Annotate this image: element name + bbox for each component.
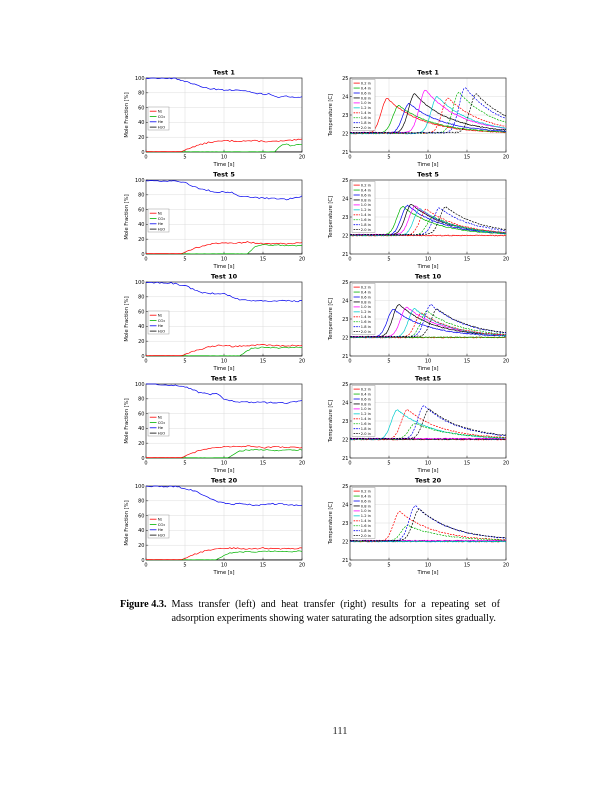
legend-label: CO₂ (157, 317, 166, 323)
legend-label: He (157, 221, 164, 227)
y-tick-label: 21 (342, 353, 349, 360)
y-tick-label: 25 (342, 483, 349, 490)
y-tick-label: 20 (138, 339, 145, 345)
y-tick-label: 60 (138, 309, 145, 316)
y-tick-label: 25 (342, 177, 349, 184)
y-tick-label: 25 (342, 279, 349, 286)
y-tick-label: 100 (134, 381, 145, 388)
x-tick-label: 5 (183, 154, 187, 161)
x-tick-label: 0 (348, 460, 352, 467)
y-tick-label: 100 (134, 177, 145, 184)
legend-label: 1.8 in (360, 121, 371, 125)
x-tick-label: 10 (424, 358, 432, 365)
y-tick-label: 80 (138, 90, 145, 97)
y-tick-label: 21 (342, 557, 349, 564)
legend-label: 2.0 in (360, 125, 371, 130)
x-tick-label: 20 (502, 256, 510, 263)
legend-label: H₂O (157, 430, 166, 436)
x-tick-label: 15 (463, 358, 471, 365)
plot-title: Test 1 (213, 68, 235, 77)
legend-label: 0.6 in (360, 295, 371, 300)
legend-label: 0.2 in (360, 489, 371, 494)
legend-label: 0.4 in (360, 86, 371, 91)
plot-mass-test-15 (122, 372, 306, 474)
legend-label: 1.4 in (360, 417, 371, 422)
x-tick-label: 0 (348, 256, 352, 263)
y-axis-label: Mole Fraction [%] (124, 296, 130, 342)
x-tick-label: 15 (259, 460, 267, 467)
legend-label: 0.2 in (360, 285, 371, 290)
y-tick-label: 20 (138, 543, 145, 549)
y-tick-label: 60 (138, 411, 145, 418)
x-tick-label: 10 (424, 460, 432, 467)
y-tick-label: 21 (342, 455, 349, 462)
plot-title: Test 5 (417, 170, 439, 179)
plot-title: Test 1 (417, 68, 439, 77)
y-tick-label: 0 (141, 149, 145, 156)
plot-mass-test-5 (122, 168, 306, 270)
legend-label: 0.4 in (360, 392, 371, 397)
x-axis-label: Time [s] (213, 264, 235, 270)
y-axis-label: Mole Fraction [%] (124, 500, 130, 546)
legend-label: 0.2 in (360, 387, 371, 392)
y-tick-label: 23 (342, 418, 349, 425)
legend-label: H₂O (157, 226, 166, 232)
legend-label: 2.0 in (360, 227, 371, 232)
plot-title: Test 5 (213, 170, 235, 179)
legend-label: 2.0 in (360, 431, 371, 436)
y-tick-label: 22 (342, 437, 349, 444)
legend-label: 0.6 in (360, 499, 371, 504)
y-axis-label: Temperature [C] (328, 93, 334, 137)
legend-label: CO₂ (157, 113, 166, 119)
x-axis-label: Time [s] (417, 570, 439, 576)
plot-heat-test-10 (326, 270, 510, 372)
legend-label: H₂O (157, 328, 166, 334)
legend-label: 1.4 in (360, 519, 371, 524)
figure-row (122, 168, 510, 270)
y-tick-label: 40 (138, 222, 145, 229)
legend-label: 1.2 in (360, 106, 371, 111)
legend-label: CO₂ (157, 419, 166, 425)
legend-label: 0.2 in (360, 81, 371, 86)
x-tick-label: 15 (463, 562, 471, 569)
y-tick-label: 22 (342, 233, 349, 240)
plot-heat-test-1 (326, 66, 510, 168)
x-tick-label: 20 (298, 460, 306, 467)
y-axis-label: Temperature [C] (328, 399, 334, 443)
y-tick-label: 24 (342, 196, 349, 203)
legend-label: 0.6 in (360, 397, 371, 402)
legend-label: He (157, 527, 164, 533)
x-tick-label: 20 (502, 154, 510, 161)
x-axis-label: Time [s] (213, 570, 235, 576)
x-tick-label: 20 (298, 256, 306, 263)
x-axis-label: Time [s] (213, 366, 235, 372)
legend-label: 0.8 in (360, 402, 371, 407)
legend-label: 0.4 in (360, 494, 371, 499)
plot-mass-test-20 (122, 474, 306, 576)
x-tick-label: 10 (424, 256, 432, 263)
x-tick-label: 5 (183, 562, 187, 569)
legend-label: 1.4 in (360, 111, 371, 116)
legend-label: 0.8 in (360, 96, 371, 101)
x-tick-label: 0 (144, 562, 148, 569)
x-tick-label: 5 (387, 562, 391, 569)
legend-label: 1.6 in (360, 422, 371, 427)
figure-caption-label: Figure 4.3. (120, 599, 167, 610)
legend-label: 1.4 in (360, 315, 371, 320)
legend-label: 0.6 in (360, 193, 371, 198)
x-tick-label: 10 (220, 358, 228, 365)
x-tick-label: 20 (298, 358, 306, 365)
y-tick-label: 0 (141, 557, 145, 564)
x-axis-label: Time [s] (213, 162, 235, 168)
y-tick-label: 0 (141, 251, 145, 258)
figure-row (122, 372, 510, 474)
legend-label: 0.6 in (360, 91, 371, 96)
legend-label: 1.2 in (360, 310, 371, 315)
y-axis-label: Mole Fraction [%] (124, 92, 130, 138)
y-axis-label: Temperature [C] (328, 195, 334, 239)
y-tick-label: 40 (138, 426, 145, 433)
legend-label: 0.4 in (360, 290, 371, 295)
legend-label: 1.8 in (360, 223, 371, 227)
legend-label: 1.6 in (360, 218, 371, 223)
y-tick-label: 23 (342, 112, 349, 119)
y-tick-label: 24 (342, 94, 349, 101)
legend-label: 1.8 in (360, 325, 371, 329)
x-axis-label: Time [s] (417, 162, 439, 168)
y-tick-label: 40 (138, 120, 145, 127)
y-tick-label: 80 (138, 498, 145, 505)
figure-row (122, 66, 510, 168)
y-tick-label: 21 (342, 149, 349, 156)
x-tick-label: 15 (259, 154, 267, 161)
y-tick-label: 24 (342, 502, 349, 509)
page-number: 111 (332, 726, 348, 737)
legend-label: N₂ (157, 108, 163, 114)
x-tick-label: 15 (463, 460, 471, 467)
x-tick-label: 0 (144, 460, 148, 467)
plot-heat-test-5 (326, 168, 510, 270)
legend-label: He (157, 119, 164, 125)
legend-label: H₂O (157, 532, 166, 538)
y-tick-label: 23 (342, 316, 349, 323)
figure-row (122, 270, 510, 372)
y-tick-label: 23 (342, 214, 349, 221)
x-tick-label: 5 (183, 256, 187, 263)
legend-label: He (157, 323, 164, 329)
y-tick-label: 25 (342, 75, 349, 82)
legend-label: 1.2 in (360, 412, 371, 417)
x-tick-label: 20 (502, 562, 510, 569)
x-tick-label: 20 (298, 154, 306, 161)
figure-caption-text: Mass transfer (left) and heat transfer (right) results for a repeating set of adsorption experiments showing water saturating the adsorption sites gradually. (171, 599, 500, 625)
y-tick-label: 40 (138, 324, 145, 331)
x-axis-label: Time [s] (417, 264, 439, 270)
plot-title: Test 20 (414, 476, 442, 485)
x-tick-label: 0 (144, 358, 148, 365)
legend-label: 1.2 in (360, 208, 371, 213)
x-tick-label: 10 (220, 154, 228, 161)
legend-label: H₂O (157, 124, 166, 130)
y-tick-label: 60 (138, 105, 145, 112)
y-tick-label: 80 (138, 396, 145, 403)
x-tick-label: 10 (220, 460, 228, 467)
plot-heat-test-15 (326, 372, 510, 474)
plot-title: Test 10 (210, 272, 238, 281)
legend-label: 0.8 in (360, 504, 371, 509)
plot-title: Test 20 (210, 476, 238, 485)
legend-label: 1.6 in (360, 320, 371, 325)
x-tick-label: 10 (424, 154, 432, 161)
legend-label: 1.0 in (360, 509, 371, 514)
legend-label: 2.0 in (360, 533, 371, 538)
legend-label: 1.6 in (360, 116, 371, 121)
x-tick-label: 15 (259, 256, 267, 263)
legend-label: 1.6 in (360, 524, 371, 529)
legend-label: CO₂ (157, 521, 166, 527)
y-axis-label: Temperature [C] (328, 297, 334, 341)
legend-label: 1.0 in (360, 305, 371, 310)
y-tick-label: 0 (141, 353, 145, 360)
legend-label: 0.8 in (360, 198, 371, 203)
legend-label: 0.4 in (360, 188, 371, 193)
y-axis-label: Mole Fraction [%] (124, 398, 130, 444)
x-tick-label: 20 (502, 358, 510, 365)
plot-title: Test 10 (414, 272, 442, 281)
legend-label: 2.0 in (360, 329, 371, 334)
legend-label: N₂ (157, 414, 163, 420)
plot-title: Test 15 (210, 374, 238, 383)
x-tick-label: 0 (144, 256, 148, 263)
x-tick-label: 15 (259, 562, 267, 569)
legend-label: 1.0 in (360, 101, 371, 106)
legend-label: N₂ (157, 516, 163, 522)
x-tick-label: 0 (144, 154, 148, 161)
y-tick-label: 22 (342, 335, 349, 342)
x-tick-label: 5 (387, 460, 391, 467)
y-tick-label: 24 (342, 298, 349, 305)
plot-heat-test-20 (326, 474, 510, 576)
legend-label: 1.2 in (360, 514, 371, 519)
x-tick-label: 5 (387, 154, 391, 161)
y-tick-label: 80 (138, 294, 145, 301)
x-tick-label: 20 (502, 460, 510, 467)
legend-label: He (157, 425, 164, 431)
y-tick-label: 60 (138, 513, 145, 520)
x-tick-label: 20 (298, 562, 306, 569)
plot-mass-test-1 (122, 66, 306, 168)
x-axis-label: Time [s] (417, 468, 439, 474)
legend-label: N₂ (157, 210, 163, 216)
x-tick-label: 0 (348, 358, 352, 365)
legend-label: 0.8 in (360, 300, 371, 305)
y-tick-label: 80 (138, 192, 145, 199)
x-axis-label: Time [s] (213, 468, 235, 474)
figure-caption (120, 598, 500, 626)
y-tick-label: 21 (342, 251, 349, 258)
y-tick-label: 20 (138, 237, 145, 243)
y-tick-label: 22 (342, 539, 349, 546)
figure-4-3-plots (122, 66, 510, 576)
x-tick-label: 5 (387, 256, 391, 263)
legend-label: 1.4 in (360, 213, 371, 218)
y-axis-label: Mole Fraction [%] (124, 194, 130, 240)
legend-label: 1.0 in (360, 407, 371, 412)
y-tick-label: 20 (138, 135, 145, 141)
plot-title: Test 15 (414, 374, 442, 383)
x-tick-label: 5 (183, 460, 187, 467)
y-tick-label: 100 (134, 483, 145, 490)
y-axis-label: Temperature [C] (328, 501, 334, 545)
y-tick-label: 25 (342, 381, 349, 388)
y-tick-label: 20 (138, 441, 145, 447)
plot-mass-test-10 (122, 270, 306, 372)
x-tick-label: 5 (387, 358, 391, 365)
y-tick-label: 24 (342, 400, 349, 407)
y-tick-label: 40 (138, 528, 145, 535)
x-tick-label: 0 (348, 562, 352, 569)
legend-label: 1.8 in (360, 427, 371, 431)
x-tick-label: 10 (220, 256, 228, 263)
y-tick-label: 22 (342, 131, 349, 138)
y-tick-label: 0 (141, 455, 145, 462)
legend-label: CO₂ (157, 215, 166, 221)
x-tick-label: 10 (424, 562, 432, 569)
legend-label: 1.0 in (360, 203, 371, 208)
x-tick-label: 10 (220, 562, 228, 569)
y-tick-label: 60 (138, 207, 145, 214)
legend-label: N₂ (157, 312, 163, 318)
x-tick-label: 15 (463, 256, 471, 263)
legend-label: 0.2 in (360, 183, 371, 188)
x-tick-label: 15 (463, 154, 471, 161)
x-tick-label: 0 (348, 154, 352, 161)
figure-row (122, 474, 510, 576)
x-axis-label: Time [s] (417, 366, 439, 372)
x-tick-label: 15 (259, 358, 267, 365)
y-tick-label: 100 (134, 75, 145, 82)
y-tick-label: 100 (134, 279, 145, 286)
x-tick-label: 5 (183, 358, 187, 365)
legend-label: 1.8 in (360, 529, 371, 533)
y-tick-label: 23 (342, 520, 349, 527)
